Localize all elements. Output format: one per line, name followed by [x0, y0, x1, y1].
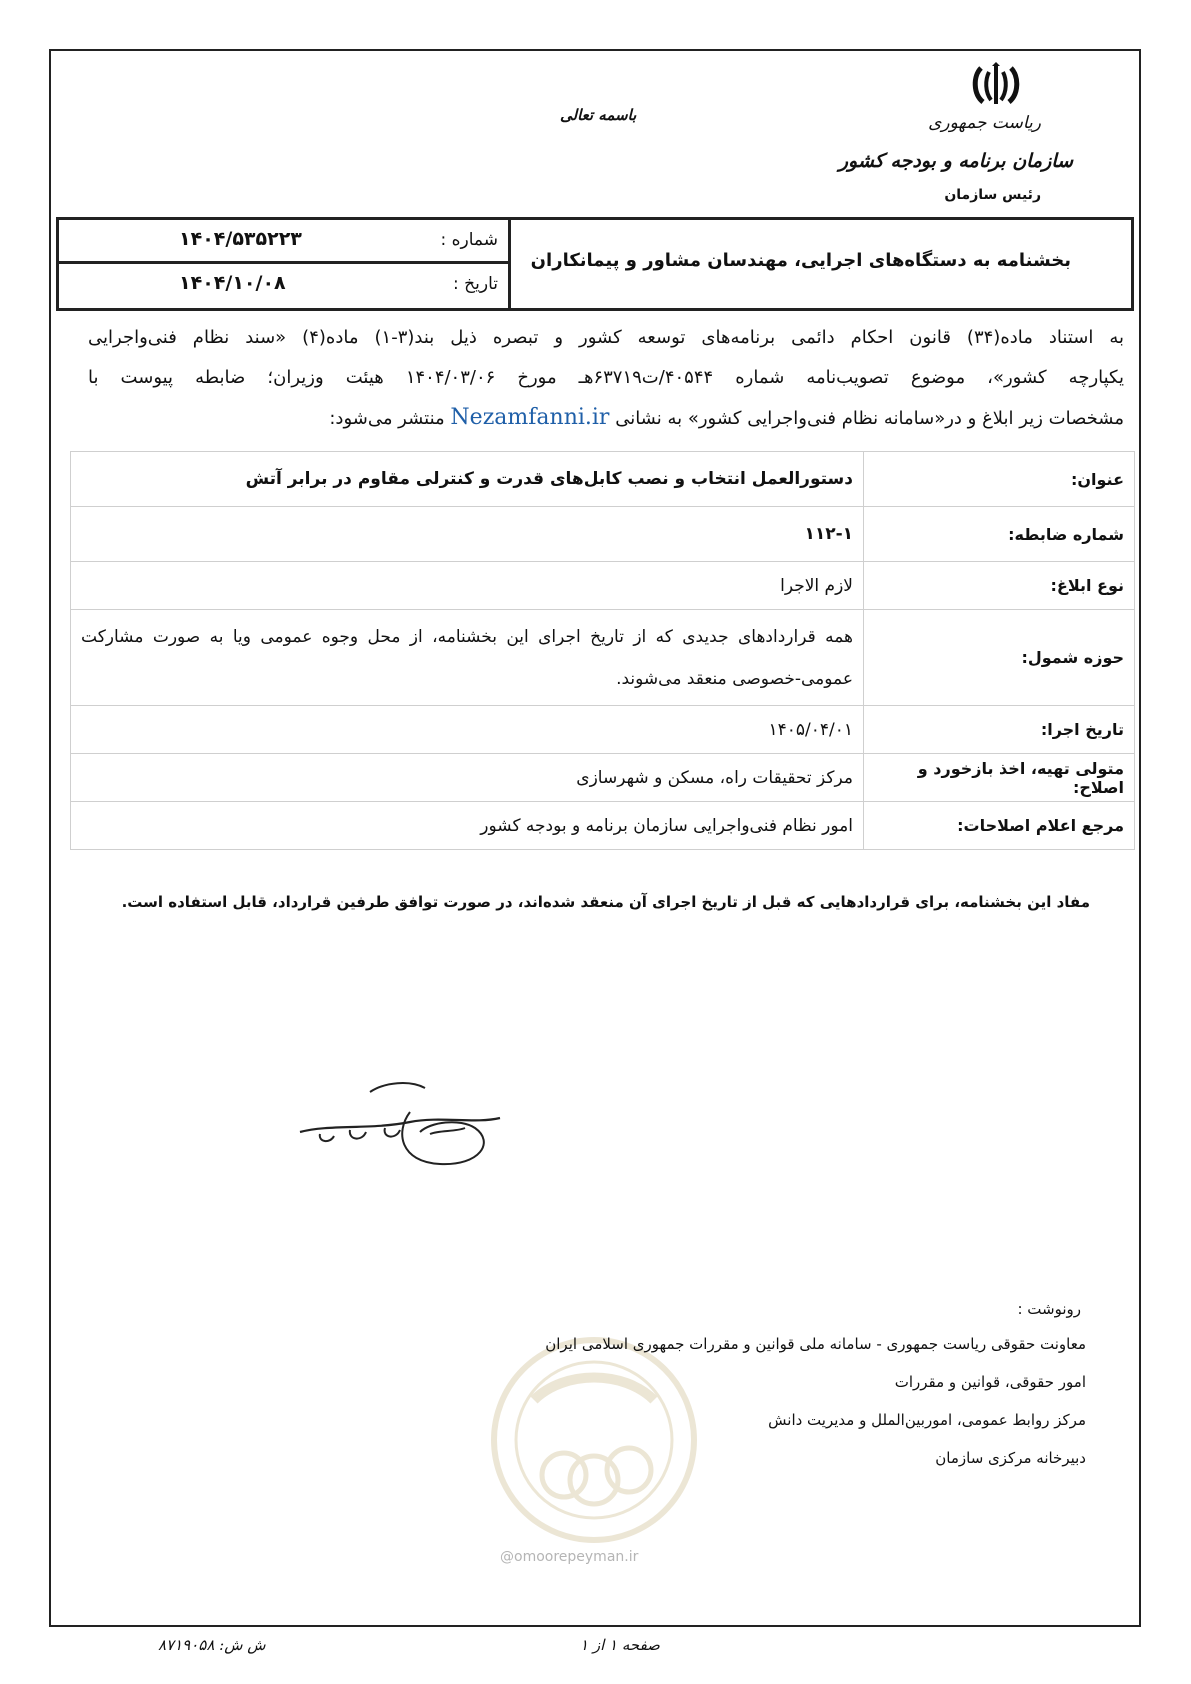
copy-recipient: امور حقوقی، قوانین و مقررات [894, 1373, 1086, 1391]
row-key: متولی تهیه، اخذ بازخورد و اصلاح: [864, 754, 1135, 802]
table-row [71, 802, 1135, 850]
table-row [71, 562, 1135, 610]
table-row [71, 706, 1135, 754]
intro-line-2: یکپارچه کشور»، موضوع تصویب‌نامه شماره ۴۰۵۴۴/ت۶۳۷۱۹هـ مورخ ۱۴۰۴/۰۳/۰۶ هیئت وزیران؛ ضابطه پیوست با [88, 367, 1125, 388]
regulation-title: دستورالعمل انتخاب و نصب کابل‌های قدرت و کنترلی مقاوم در برابر آتش [71, 452, 864, 507]
org-presidency: ریاست جمهوری [928, 113, 1041, 133]
org-head-title: رئیس سازمان [944, 187, 1041, 203]
intro-line-3-start: مشخصات زیر ابلاغ و در«سامانه نظام فنی‌واجرایی کشور» به نشانی [615, 408, 1124, 429]
date-row [59, 264, 508, 308]
intro-line-3-end: منتشر می‌شود: [329, 408, 445, 429]
number-label: شماره : [440, 230, 498, 250]
letter-subject: بخشنامه به دستگاه‌های اجرایی، مهندسان مشاور و پیمانکاران [530, 250, 1071, 271]
row-key: مرجع اعلام اصلاحات: [864, 802, 1135, 850]
footer-page-number: صفحه ۱ از ۱ [580, 1636, 660, 1654]
regulation-code: ۱۱۲-۱ [71, 507, 864, 562]
copy-recipient: مرکز روابط عمومی، اموربین‌الملل و مدیریت دانش [768, 1411, 1086, 1429]
table-row [71, 610, 1135, 706]
intro-line-1: به استناد ماده(۳۴) قانون احکام دائمی برنامه‌های توسعه کشور و تبصره ذیل بند(۳-۱) ماده(۴) «سند نظام فنی‌واجرایی [88, 327, 1124, 348]
date-value: ۱۴۰۴/۱۰/۰۸ [179, 272, 286, 294]
row-key: حوزه شمول: [864, 610, 1135, 706]
applicability-note: مفاد این بخشنامه، برای قراردادهایی که قبل از تاریخ اجرای آن منعقد شده‌اند، در صورت توافق طرفین قرارداد، قابل استفاده است. [121, 893, 1090, 911]
copies-heading: رونوشت : [1017, 1300, 1081, 1318]
effective-date: ۱۴۰۵/۰۴/۰۱ [71, 706, 864, 754]
copy-recipient: دبیرخانه مرکزی سازمان [935, 1449, 1086, 1467]
row-key: عنوان: [864, 452, 1135, 507]
table-row [71, 452, 1135, 507]
row-key: شماره ضابطه: [864, 507, 1135, 562]
date-label: تاریخ : [453, 274, 498, 294]
copy-recipient: معاونت حقوقی ریاست جمهوری - سامانه ملی قوانین و مقررات جمهوری اسلامی ایران [545, 1335, 1086, 1353]
invocation: باسمه تعالی [560, 106, 637, 124]
number-row [59, 220, 508, 264]
faded-stamp-icon [484, 1330, 704, 1550]
responsible-body: مرکز تحقیقات راه، مسکن و شهرسازی [71, 754, 864, 802]
letter-header-box [56, 217, 1134, 311]
handwritten-signature [290, 1072, 510, 1182]
iran-emblem-icon [971, 62, 1021, 108]
number-value: ۱۴۰۴/۵۳۵۲۲۳ [179, 228, 302, 250]
regulation-info-table [70, 451, 1135, 850]
table-row [71, 754, 1135, 802]
org-name: سازمان برنامه و بودجه کشور [838, 150, 1073, 172]
intro-paragraph [88, 318, 1124, 439]
row-key: نوع ابلاغ: [864, 562, 1135, 610]
row-key: تاریخ اجرا: [864, 706, 1135, 754]
intro-line-3 [88, 398, 1124, 439]
footer-reference: ش ش: ۸۷۱۹۰۵۸ [158, 1636, 266, 1654]
watermark: @omoorepeyman.ir [500, 1549, 639, 1565]
table-row [71, 507, 1135, 562]
scope-value: همه قراردادهای جدیدی که از تاریخ اجرای این بخشنامه، از محل وجوه عمومی ویا به صورت مشارکت عمومی-خصوصی منعقد می‌شوند. [71, 610, 864, 706]
letter-meta [59, 220, 511, 308]
corrections-authority: امور نظام فنی‌واجرایی سازمان برنامه و بودجه کشور [71, 802, 864, 850]
notification-type: لازم الاجرا [71, 562, 864, 610]
website-link[interactable]: Nezamfanni.ir [450, 405, 610, 430]
